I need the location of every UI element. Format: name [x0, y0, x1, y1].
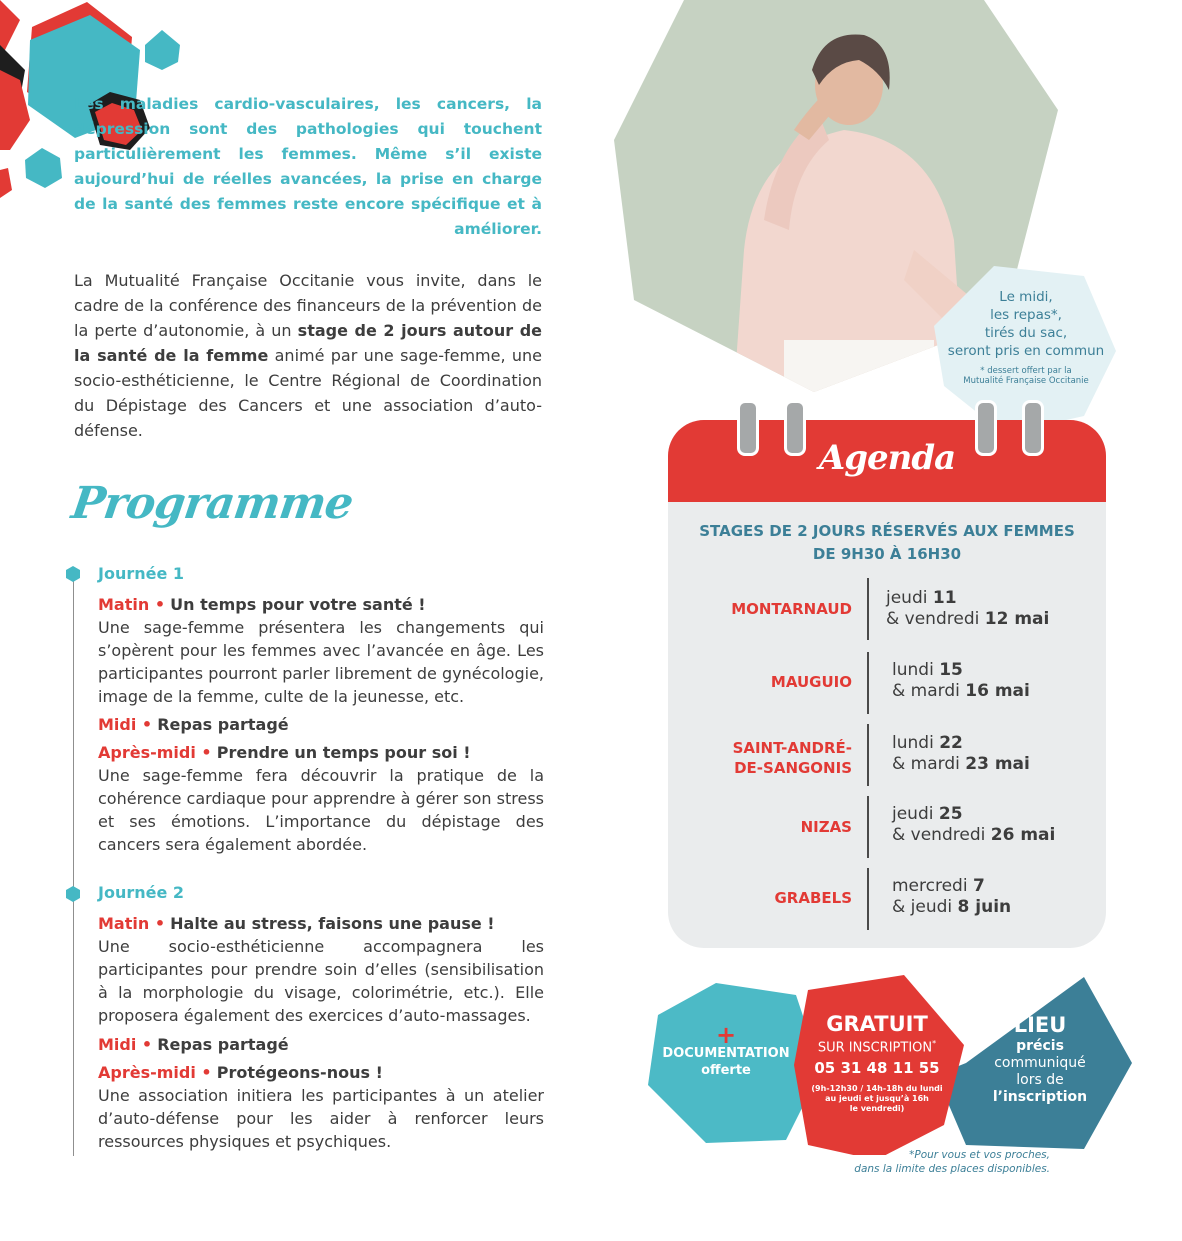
- day1-matin-title: Un temps pour votre santé !: [170, 595, 426, 614]
- date-number-2: 26 mai: [990, 825, 1056, 845]
- date-day-1: lundi: [892, 660, 940, 680]
- date-day-2: & jeudi: [892, 897, 958, 917]
- city-name-line-1: SAINT-ANDRÉ-: [732, 739, 852, 757]
- city-name: MONTARNAUD: [731, 600, 852, 618]
- agenda-dates: [892, 660, 1112, 702]
- documentation-line-1: DOCUMENTATION: [662, 1046, 790, 1061]
- city-name: MAUGUIO: [770, 673, 852, 691]
- day2-matin-label: Matin •: [98, 914, 166, 933]
- day2-am-title: Protégeons-nous !: [216, 1063, 383, 1082]
- date-line-1: [892, 733, 1112, 754]
- gratuit-asterisk: *: [932, 1039, 937, 1048]
- agenda-divider: [867, 796, 869, 858]
- date-day-1: lundi: [892, 733, 940, 753]
- date-number-2: 12 mai: [984, 609, 1050, 629]
- agenda-subtitle-line-1: STAGES DE 2 JOURS RÉSERVÉS AUX FEMMES: [699, 522, 1075, 540]
- date-number-2: 23 mai: [965, 754, 1030, 774]
- agenda-divider: [867, 724, 869, 786]
- day1-matin-label: Matin •: [98, 595, 166, 614]
- date-day-1: jeudi: [892, 804, 939, 824]
- timeline-dot-day1: [66, 566, 80, 582]
- city-name-line-2: DE-SANGONIS: [734, 759, 852, 777]
- bubble-line-4: seront pris en commun: [947, 343, 1105, 359]
- city-name: NIZAS: [800, 818, 852, 836]
- date-number-1: 11: [932, 588, 957, 608]
- date-number-2: 8 juin: [957, 897, 1012, 917]
- plus-icon: +: [715, 1021, 737, 1049]
- bubble-note-2: Mutualité Française Occitanie: [963, 376, 1089, 386]
- day2-apres-midi: [98, 1061, 544, 1084]
- date-day-2: & mardi: [892, 681, 966, 701]
- day1-am-title: Prendre un temps pour soi !: [216, 743, 471, 762]
- day2-matin: [98, 912, 544, 935]
- gratuit-subtitle: [800, 1036, 954, 1056]
- date-day-2: & mardi: [892, 754, 966, 774]
- invitation-text-start: La Mutualité Française Occitanie vous invite, dans le cadre de la conférence des financeurs de la prévention de la perte d’autonomie, à un: [74, 271, 542, 340]
- lunch-bubble-note: [944, 366, 1108, 386]
- day1-title: Journée 1: [98, 564, 185, 583]
- lieu-line-3: communiqué: [994, 1055, 1086, 1071]
- agenda-dates: [892, 733, 1112, 775]
- date-line-1: [892, 660, 1112, 681]
- agenda-city: [690, 672, 852, 692]
- agenda-divider: [867, 652, 869, 714]
- invitation-text-end: animé par une sage-femme, une socio-esthéticienne, le Centre Régional de Coordination du Dépistage des Cancers et une association d’auto-défense.: [74, 346, 543, 440]
- agenda-subtitle: [680, 520, 1094, 566]
- day1-matin-text: Une sage-femme présentera les changements qui s’opèrent pour les femmes avec l’avancée en âge. Les participantes pourront parler librement de gynécologie, image de la femme, culte de la jeunesse, etc.: [98, 618, 544, 706]
- date-day-1: mercredi: [892, 876, 973, 896]
- day2-matin-text: Une socio-esthéticienne accompagnera les participantes pour prendre soin d’elles (sensibilisation à la morphologie du visage, colorimétrie, etc.). Elle proposera également des exercices d’auto-massages.: [98, 937, 544, 1025]
- agenda-city: [690, 888, 852, 908]
- gratuit-label: [800, 1012, 954, 1114]
- documentation-label: [652, 1021, 800, 1079]
- agenda-dates: [886, 588, 1106, 630]
- gratuit-title: GRATUIT: [826, 1012, 928, 1036]
- day2-midi: [98, 1033, 544, 1056]
- agenda-dates: [892, 804, 1112, 846]
- agenda-divider: [867, 868, 869, 930]
- bubble-line-1: Le midi,: [999, 289, 1053, 305]
- hours-line-1: (9h-12h30 / 14h-18h du lundi: [811, 1084, 943, 1094]
- day1-midi-label: Midi •: [98, 715, 153, 734]
- documentation-line-2: offerte: [701, 1063, 751, 1078]
- agenda-city: [690, 599, 852, 619]
- phone-number: 05 31 48 11 55: [814, 1059, 940, 1078]
- gratuit-subtitle-text: SUR INSCRIPTION: [817, 1040, 933, 1056]
- footnote: [790, 1148, 1050, 1176]
- date-day-2: & vendredi: [892, 825, 991, 845]
- hours-line-3: le vendredi): [849, 1104, 905, 1114]
- date-number-1: 22: [939, 733, 963, 753]
- invitation-highlight: stage de 2 jours autour de la santé de la femme: [74, 321, 542, 365]
- bubble-line-3: tirés du sac,: [984, 325, 1068, 341]
- day2-title: Journée 2: [98, 883, 185, 902]
- programme-title: Programme: [68, 478, 356, 529]
- day1-am-label: Après-midi •: [98, 743, 212, 762]
- intro-text: Les maladies cardio-vasculaires, les cancers, la dépression sont des pathologies qui touchent particulièrement les femmes. Même s’il existe aujourd’hui de réelles avancées, la prise en charge de la santé des femmes reste encore spécifique et à améliorer.: [74, 95, 542, 238]
- city-name: GRABELS: [774, 889, 852, 907]
- programme-timeline: [73, 574, 74, 1156]
- lieu-line-5: l’inscription: [992, 1089, 1088, 1105]
- lieu-title: LIEU: [1013, 1013, 1067, 1037]
- date-line-1: [892, 876, 1112, 897]
- date-line-1: [886, 588, 1106, 609]
- lunch-bubble-text: [944, 288, 1108, 360]
- date-line-2: [886, 609, 1106, 630]
- date-line-2: [892, 825, 1112, 846]
- date-number-1: 7: [972, 876, 985, 896]
- lieu-line-4: lors de: [1016, 1072, 1064, 1088]
- date-line-2: [892, 681, 1112, 702]
- day2-midi-label: Midi •: [98, 1035, 153, 1054]
- agenda-title: Agenda: [818, 438, 956, 478]
- day1-matin: [98, 593, 544, 616]
- date-number-1: 15: [939, 660, 963, 680]
- day1-midi: [98, 713, 544, 736]
- agenda-city: [690, 817, 852, 837]
- date-number-1: 25: [938, 804, 963, 824]
- day2-am-label: Après-midi •: [98, 1063, 212, 1082]
- invitation-paragraph: [74, 268, 542, 443]
- hours-line-2: au jeudi et jusqu’à 16h: [825, 1094, 929, 1104]
- day1-midi-title: Repas partagé: [157, 715, 289, 734]
- day2-matin-title: Halte au stress, faisons une pause !: [170, 914, 495, 933]
- timeline-dot-day2: [66, 886, 80, 902]
- footnote-line-2: dans la limite des places disponibles.: [854, 1163, 1050, 1175]
- lieu-label: [960, 1012, 1120, 1106]
- date-line-1: [892, 804, 1112, 825]
- agenda-subtitle-line-2: DE 9H30 À 16H30: [812, 545, 962, 563]
- bubble-note-1: * dessert offert par la: [980, 366, 1072, 376]
- date-day-2: & vendredi: [886, 609, 985, 629]
- date-line-2: [892, 754, 1112, 775]
- agenda-dates: [892, 876, 1112, 918]
- date-line-2: [892, 897, 1112, 918]
- day1-apres-midi: [98, 741, 544, 764]
- agenda-divider: [867, 578, 869, 640]
- date-number-2: 16 mai: [965, 681, 1030, 701]
- date-day-1: jeudi: [886, 588, 933, 608]
- agenda-city: [690, 738, 852, 778]
- footnote-line-1: *Pour vous et vos proches,: [909, 1149, 1050, 1161]
- day2-am-text: Une association initiera les participantes à un atelier d’auto-défense pour les aider à renforcer leurs ressources physiques et psychiques.: [98, 1086, 544, 1151]
- lieu-line-2: précis: [1016, 1038, 1064, 1054]
- day2-midi-title: Repas partagé: [157, 1035, 289, 1054]
- bubble-line-2: les repas*,: [990, 307, 1062, 323]
- day1-am-text: Une sage-femme fera découvrir la pratique de la cohérence cardiaque pour apprendre à gérer son stress et ses émotions. L’importance du dépistage des cancers sera également abordée.: [98, 766, 544, 854]
